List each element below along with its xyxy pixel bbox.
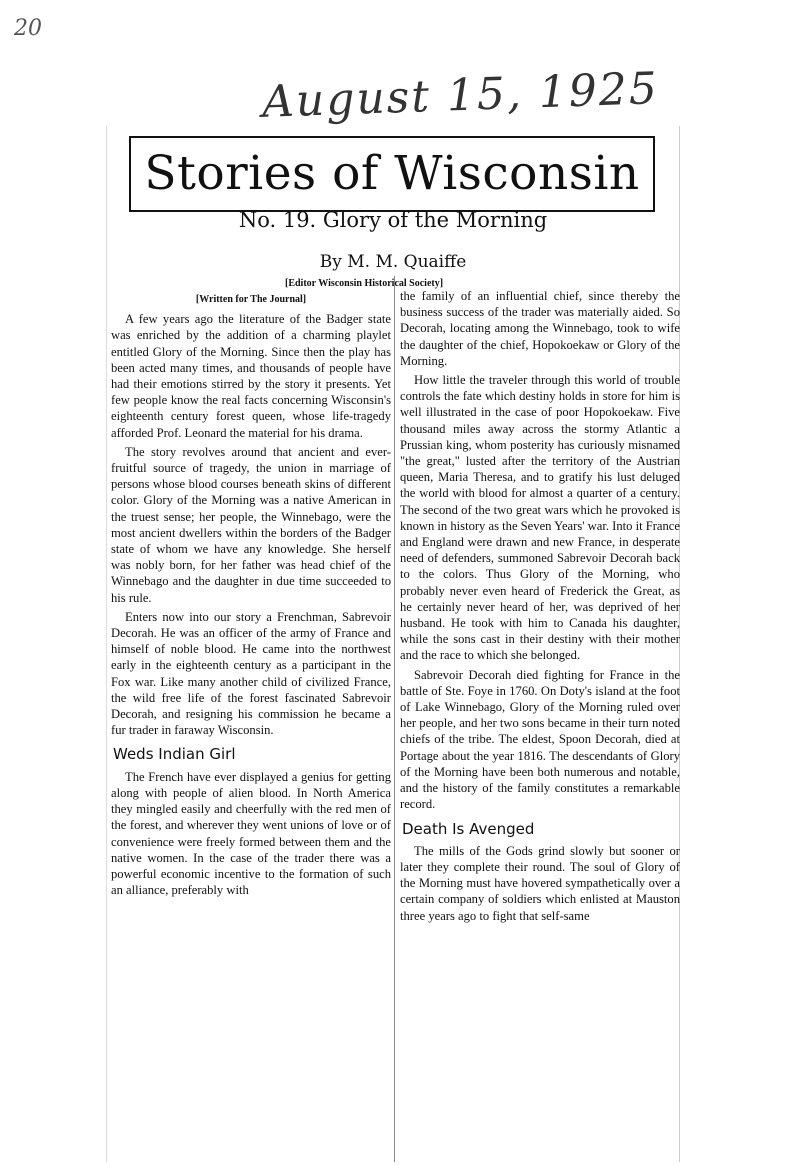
paragraph: How little the traveler through this world of trouble controls the fate which destiny holds in store for him is well illustrated in the case of poor Hopokoekaw. Five thousand miles away across the stormy Atlantic a Prussian king, whom posterity has curiously misnamed "the great," lusted after the territory of the Austrian queen, Maria Theresa, and to gratify his lust deluged the world with blood for almost a quarter of a century. The second of the two great wars which he provoked is known in history as the Seven Years' war. Into it France and England were drawn and new France, in desperate need of defenders, summoned Sabrevoir Decorah back to the colors. Thus Glory of the Morning, who probably never even heard of Frederick the Great, as he certainly never heard of her, was deprived of her husband. He took with him to Canada his daughter, while the sons cast in their destiny with their mother and the race to which she belonged. [400, 373, 680, 663]
paragraph: the family of an influential chief, since thereby the business success of the trader was materially aided. So Decorah, locating among the Winnebago, took to wife the daughter of the chief, Hopokoekaw or Glory of the Morning. [400, 289, 680, 368]
section-heading: Death Is Avenged [402, 819, 535, 838]
paragraph: A few years ago the literature of the Badger state was enriched by the addition of a charming playlet entitled Glory of the Morning. Since then the play has been acted many times, and thousands of people have had their emotions stirred by the story it presents. Yet few people know the real facts concerning Wisconsin's eighteenth century forest queen, whose life-tragedy afforded Prof. Leonard the material for his drama. [111, 312, 391, 440]
editor-note: [Editor Wisconsin Historical Society] [285, 278, 444, 289]
masthead-box [129, 136, 655, 212]
byline: By M. M. Quaiffe [319, 252, 467, 272]
page-number: 20 [14, 16, 42, 41]
article-subtitle: No. 19. Glory of the Morning [238, 208, 548, 232]
paragraph: The story revolves around that ancient and ever-fruitful source of tragedy, the union in marriage of persons whose blood courses beneath skins of different color. Glory of the Morning was a native American in the truest sense; her people, the Winnebago, were the most ancient dwellers within the borders of the Badger state of whom we have any knowledge. She herself was nobly born, for her father was head chief of the Winnebago and the daughter in due time succeeded to his rule. [111, 444, 391, 605]
paragraph: The French have ever displayed a genius for getting along with people of alien blood. In North America they mingled easily and cheerfully with the red men of the forest, and wherever they went unions of love or of convenience were freely formed between them and the native women. In the case of the trader there was a powerful economic incentive to the formation of such an alliance, preferably with [111, 769, 391, 898]
written-for-note: [Written for The Journal] [195, 294, 307, 305]
masthead-title: Stories of Wisconsin [144, 146, 640, 201]
paragraph: The mills of the Gods grind slowly but sooner or later they complete their round. The soul of Glory of the Morning must have hovered sympathetically over a certain company of soldiers which enlisted at Mauston three years ago to fight that self-same [400, 843, 680, 923]
left-column [111, 292, 391, 901]
section-heading: Weds Indian Girl [113, 745, 236, 764]
paragraph: Sabrevoir Decorah died fighting for France in the battle of Ste. Foye in 1760. On Doty's island at the foot of Lake Winnebago, Glory of the Morning ruled over her people, and her two sons became in their turn noted chiefs of the tribe. The eldest, Spoon Decorah, died at Portage about the year 1816. The descendants of Glory of the Morning have been both numerous and notable, and the history of the family constitutes a remarkable record. [400, 667, 680, 812]
right-column [400, 288, 680, 927]
handwritten-date: August 15, 1925 [261, 63, 660, 128]
paragraph: Enters now into our story a Frenchman, Sabrevoir Decorah. He was an officer of the army of France and himself of noble blood. He came into the northwest early in the eighteenth century as a participant in the Fox war. Like many another child of civilized France, the wild free life of the forest fascinated Sabrevoir Decorah, and resigning his commission he became a fur trader in faraway Wisconsin. [111, 609, 391, 738]
column-divider [394, 276, 395, 1162]
newspaper-clipping [106, 126, 680, 1162]
